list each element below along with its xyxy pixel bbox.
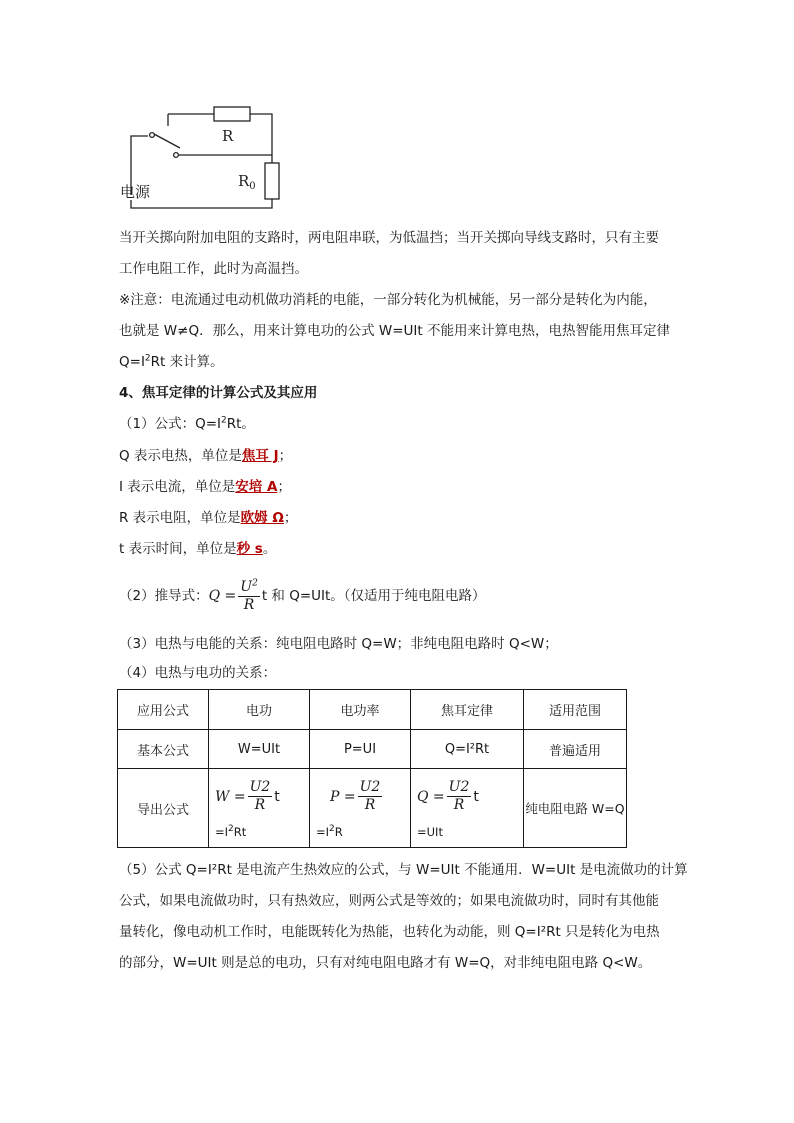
table-cell-joule-derived: Q = $\frac{U2}{R}$ t =UIt	[411, 769, 524, 848]
table-cell: 普遍适用	[524, 730, 627, 769]
table-header-cell: 电功	[209, 690, 310, 730]
relation-3: （3）电热与电能的关系：纯电阻电路时 Q=W；非纯电阻电路时 Q<W；	[119, 636, 558, 652]
table-cell: 纯电阻电路 W=Q	[524, 769, 627, 848]
table-cell: Q=I²Rt	[411, 730, 524, 769]
unit-joule: 焦耳 J	[241, 448, 279, 464]
resistor-r	[214, 107, 250, 121]
derived-formula-line: （2）推导式： Q = $\frac{U^2}{R}$ t 和 Q=UIt。（仅适用于纯电阻电路）	[119, 577, 486, 613]
relation-4: （4）电热与电功的关系：	[119, 665, 277, 681]
table-header-cell: 焦耳定律	[411, 690, 524, 730]
paragraph-2-line-3: $Q=I^2Rt$ 来计算。	[119, 353, 224, 370]
table-header-cell: 适用范围	[524, 690, 627, 730]
switch-pivot	[150, 133, 155, 138]
label-r: R	[222, 127, 234, 145]
table-cell: 导出公式	[118, 769, 209, 848]
table-header-cell: 应用公式	[118, 690, 209, 730]
table-cell-work-derived: W = $\frac{U2}{R}$ t $=I^2Rt$	[209, 769, 310, 848]
derived-fraction: $\frac{U^2}{R}$	[240, 577, 258, 613]
unit-ampere: 安培 A	[235, 479, 278, 495]
paragraph-5-line-3: 量转化，像电动机工作时，电能既转化为热能，也转化为动能，则 Q=I²Rt 只是转化为电热	[119, 924, 660, 940]
unit-second: 秒 s	[236, 541, 263, 557]
label-r0: $R_0$	[238, 172, 256, 192]
label-power-source: 电源	[120, 183, 151, 201]
paragraph-5-line-1: （5）公式 Q=I²Rt 是电流产生热效应的公式，与 W=UIt 不能通用．W=UIt 是电流做功的计算	[119, 862, 688, 878]
formula-table	[117, 689, 627, 848]
switch-contact	[174, 153, 179, 158]
unit-line-t: t 表示时间，单位是秒 s。	[119, 541, 277, 557]
table-row-derived	[118, 769, 627, 848]
paragraph-2-line-1: ※注意：电流通过电动机做功消耗的电能，一部分转化为机械能，另一部分是转化为内能，	[119, 292, 657, 308]
paragraph-1-line-2: 工作电阻工作，此时为高温挡。	[119, 261, 308, 277]
unit-ohm: 欧姆 Ω	[240, 510, 284, 526]
section-4-heading: 4、焦耳定律的计算公式及其应用	[119, 385, 318, 401]
table-cell: P=UI	[310, 730, 411, 769]
table-header-cell: 电功率	[310, 690, 411, 730]
table-row-basic	[118, 730, 627, 769]
joule-formula: （1）公式：$Q=I^2Rt$。	[119, 415, 255, 432]
table-cell: 基本公式	[118, 730, 209, 769]
table-header-row	[118, 690, 627, 730]
circuit-wire-bottom	[131, 199, 272, 208]
paragraph-5-line-4: 的部分，W=UIt 则是总的电功，只有对纯电阻电路才有 W=Q，对非纯电阻电路 Q<W。	[119, 955, 652, 971]
switch-blade	[154, 134, 180, 148]
circuit-diagram	[118, 100, 288, 215]
table-cell-power-derived: P = $\frac{U2}{R}$ $=I^2R$	[310, 769, 411, 848]
paragraph-1-line-1: 当开关掷向附加电阻的支路时，两电阻串联，为低温挡；当开关掷向导线支路时，只有主要	[119, 230, 659, 246]
paragraph-2-line-2: 也就是 W≠Q．那么，用来计算电功的公式 W=UIt 不能用来计算电热，电热智能用焦耳定律	[119, 323, 670, 339]
unit-line-q: Q 表示电热，单位是焦耳 J；	[119, 448, 293, 464]
unit-line-i: I 表示电流，单位是安培 A；	[119, 479, 291, 495]
unit-line-r: R 表示电阻，单位是欧姆 Ω；	[119, 510, 298, 526]
paragraph-5-line-2: 公式，如果电流做功时，只有热效应，则两公式是等效的；如果电流做功时，同时有其他能	[119, 893, 659, 909]
table-cell: W=UIt	[209, 730, 310, 769]
resistor-r0	[265, 163, 279, 199]
